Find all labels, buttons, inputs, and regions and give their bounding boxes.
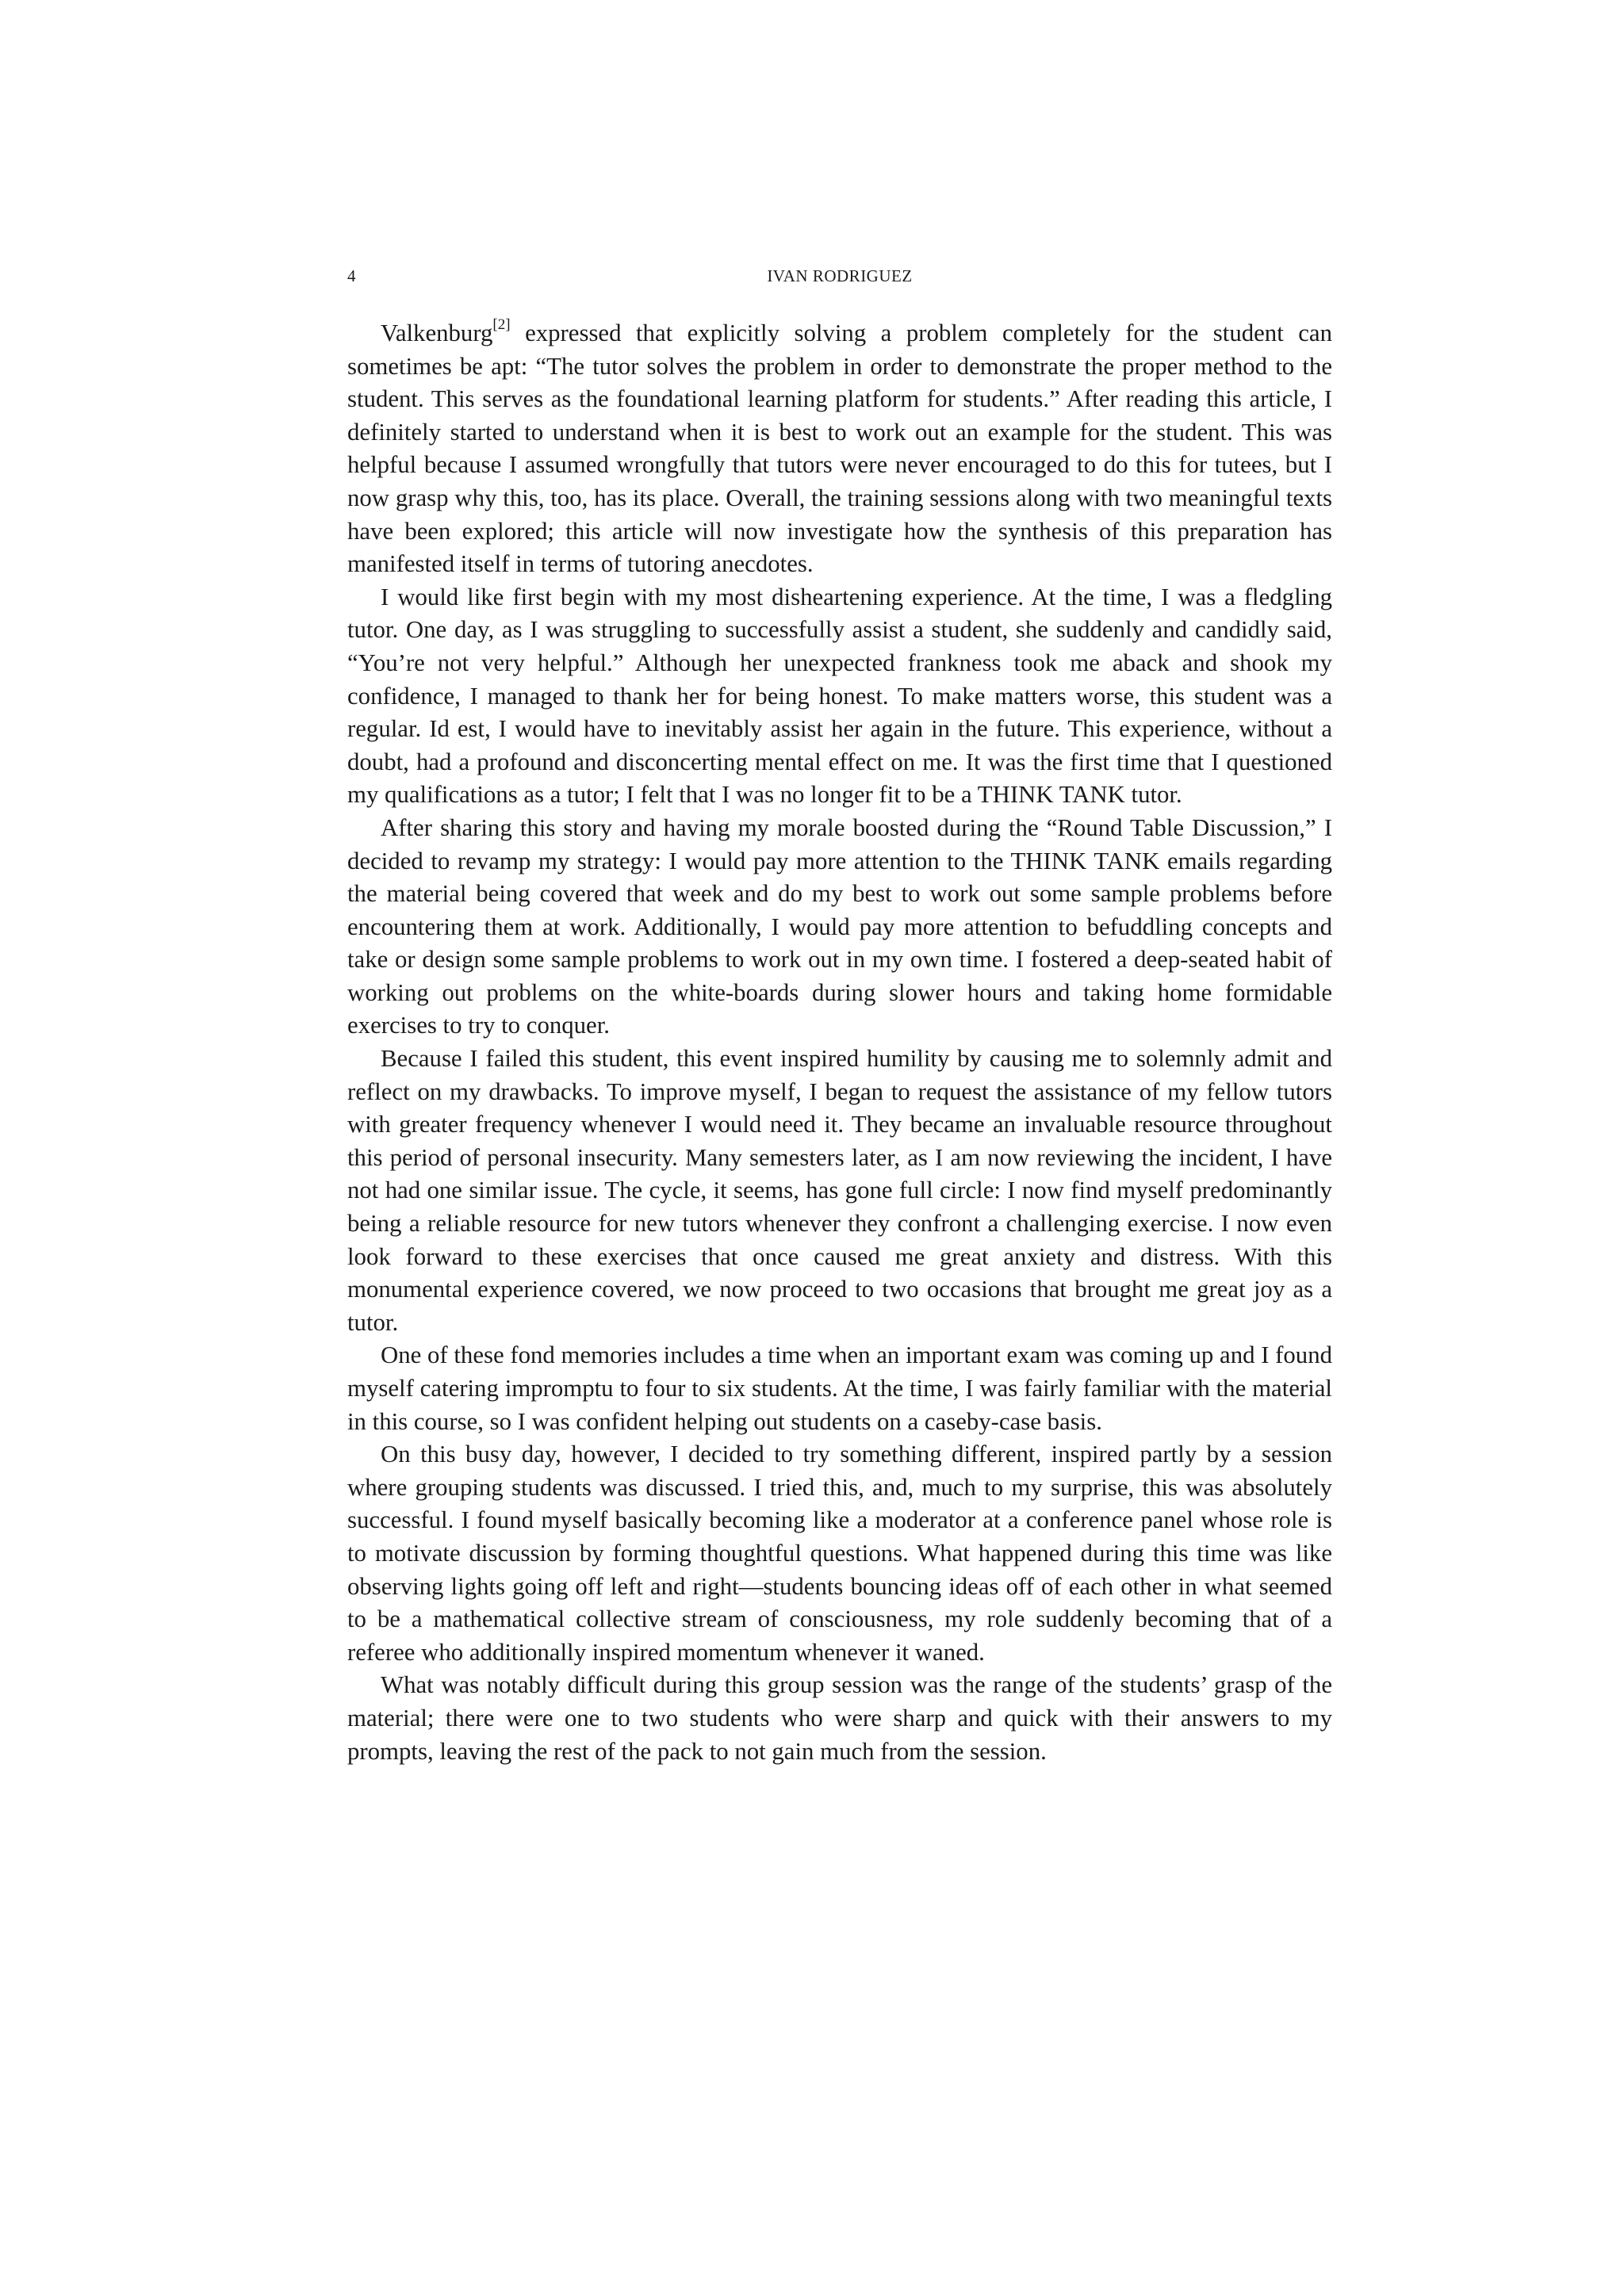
citation-author: Valkenburg bbox=[381, 320, 493, 346]
paragraph-5: One of these fond memories includes a time when an important exam was coming up and I found myself catering impromptu to four to six students. At the time, I was fairly familiar with the material in this course, so I was confident helping out students on a caseby-case basis. bbox=[347, 1341, 1332, 1435]
paragraph-2: I would like first begin with my most disheartening experience. At the time, I was a fledgling tutor. One day, as I was struggling to successfully assist a student, she suddenly and candidly said, “You’re not very helpful.” Although her unexpected frankness took me aback and shook my confidence, I managed to thank her for being honest. To make matters worse, this student was a regular. Id est, I would have to inevitably assist her again in the future. This experience, without a doubt, had a profound and disconcerting mental effect on me. It was the first time that I questioned my qualifications as a tutor; I felt that I was no longer fit to be a THINK TANK tutor. bbox=[347, 583, 1332, 809]
body-text bbox=[347, 317, 1332, 1768]
running-header bbox=[347, 262, 1332, 290]
citation-reference: [2] bbox=[492, 316, 511, 333]
paragraph-1-text: expressed that explicitly solving a problem completely for the student can sometimes be apt: “The tutor solves the problem in order to demonstrate the proper method to the student. This serves as the foundational learning platform for students.” After reading this article, I definitely started to understand when it is best to work out an example for the student. This was helpful because I assumed wrongfully that tutors were never encouraged to do this for tutees, but I now grasp why this, too, has its place. Overall, the training sessions along with two meaningful texts have been explored; this article will now investigate how the synthesis of this preparation has manifested itself in terms of tutoring anecdotes. bbox=[347, 320, 1332, 578]
paragraph-7: What was notably difficult during this group session was the range of the students’ grasp of the material; there were one to two students who were sharp and quick with their answers to my prompts, leaving the rest of the pack to not gain much from the session. bbox=[347, 1671, 1332, 1765]
page-number: 4 bbox=[347, 266, 356, 285]
paragraph-4: Because I failed this student, this event inspired humility by causing me to solemnly admit and reflect on my drawbacks. To improve myself, I began to request the assistance of my fellow tutors with greater frequency whenever I would need it. They became an invaluable resource throughout this period of personal insecurity. Many semesters later, as I am now reviewing the incident, I have not had one similar issue. The cycle, it seems, has gone full circle: I now find myself predominantly being a reliable resource for new tutors whenever they confront a challenging exercise. I now even look forward to these exercises that once caused me great anxiety and distress. With this monumental experience covered, we now proceed to two occasions that brought me great joy as a tutor. bbox=[347, 1045, 1332, 1336]
paragraph-1 bbox=[347, 317, 1332, 581]
paragraph-3: After sharing this story and having my morale boosted during the “Round Table Discussion,” I decided to revamp my strategy: I would pay more attention to the THINK TANK emails regarding the material being covered that week and do my best to work out some sample problems before encountering them at work. Additionally, I would pay more attention to befuddling concepts and take or design some sample problems to work out in my own time. I fostered a deep-seated habit of working out problems on the white-boards during slower hours and taking home formidable exercises to try to conquer. bbox=[347, 813, 1332, 1039]
paragraph-6: On this busy day, however, I decided to try something different, inspired partly by a session where grouping students was discussed. I tried this, and, much to my surprise, this was absolutely successful. I found myself basically becoming like a moderator at a conference panel whose role is to motivate discussion by forming thoughtful questions. What happened during this time was like observing lights going off left and right—students bouncing ideas off of each other in what seemed to be a mathematical collective stream of consciousness, my role suddenly becoming that of a referee who additionally inspired momentum whenever it waned. bbox=[347, 1441, 1332, 1666]
running-head-author: IVAN RODRIGUEZ bbox=[767, 266, 913, 285]
